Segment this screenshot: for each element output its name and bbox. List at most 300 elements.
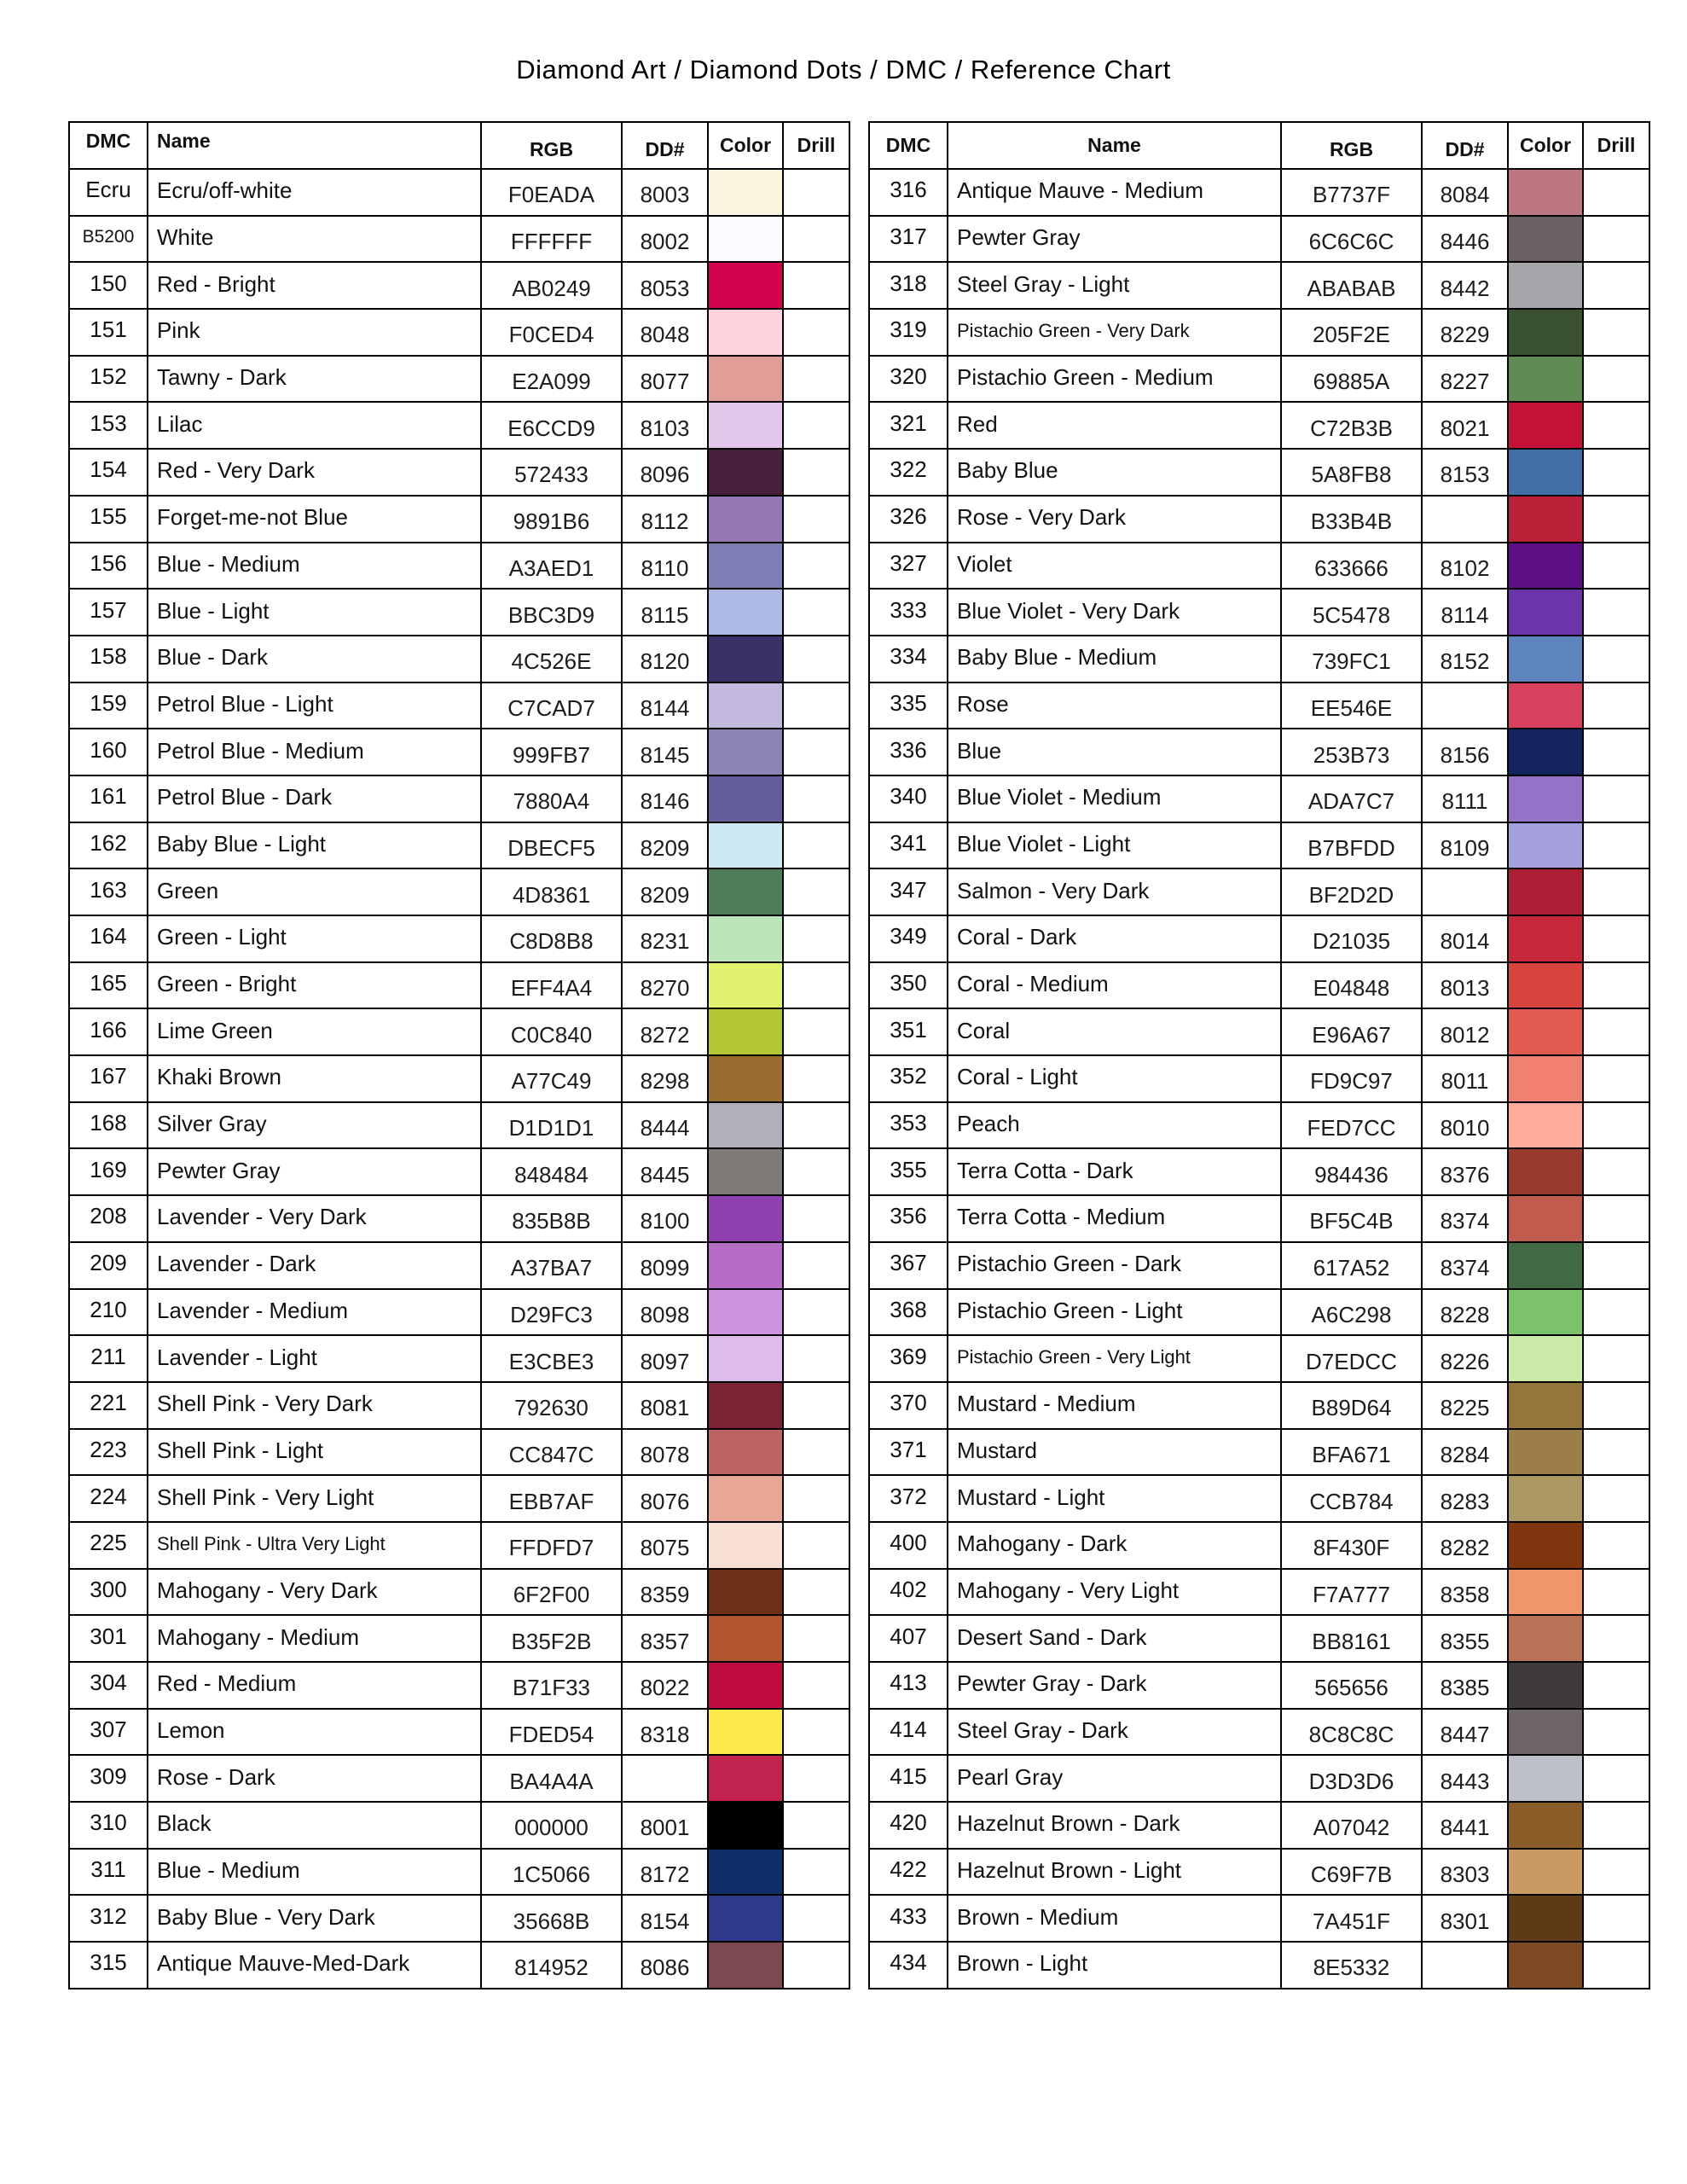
dd-number-cell: 8013: [1422, 962, 1508, 1009]
dd-column-header: DD#: [622, 122, 708, 169]
rgb-hex-cell: A77C49: [481, 1055, 622, 1102]
color-swatch: [1508, 1662, 1583, 1709]
drill-cell: [783, 636, 849, 682]
table-row: [69, 589, 849, 636]
drill-cell: [783, 1195, 849, 1242]
table-row: [869, 1755, 1649, 1802]
color-swatch: [1508, 1569, 1583, 1616]
color-name-cell: Shell Pink - Very Dark: [148, 1382, 481, 1429]
dmc-number-cell: Ecru: [69, 169, 148, 216]
table-row: [69, 1289, 849, 1336]
dmc-number-cell: 350: [869, 962, 948, 1009]
dmc-number-cell: 341: [869, 822, 948, 869]
color-name-cell: Salmon - Very Dark: [948, 868, 1281, 915]
dd-number-cell: 8446: [1422, 216, 1508, 263]
color-swatch: [1508, 1802, 1583, 1849]
dd-number-cell: 8012: [1422, 1008, 1508, 1055]
color-name-cell: Baby Blue - Medium: [948, 636, 1281, 682]
right-table-header: [869, 122, 1649, 169]
drill-cell: [1583, 1055, 1649, 1102]
drill-cell: [1583, 1709, 1649, 1756]
drill-cell: [1583, 1008, 1649, 1055]
color-name-cell: Forget-me-not Blue: [148, 496, 481, 543]
dmc-number-cell: 326: [869, 496, 948, 543]
rgb-hex-cell: 835B8B: [481, 1195, 622, 1242]
dmc-number-cell: 369: [869, 1335, 948, 1382]
dd-number-cell: [622, 1755, 708, 1802]
color-swatch: [708, 1662, 783, 1709]
color-swatch: [708, 1429, 783, 1476]
dd-number-cell: 8374: [1422, 1195, 1508, 1242]
rgb-hex-cell: BFA671: [1281, 1429, 1422, 1476]
color-name-cell: Steel Gray - Light: [948, 262, 1281, 309]
table-row: [69, 962, 849, 1009]
drill-cell: [783, 775, 849, 822]
rgb-hex-cell: FED7CC: [1281, 1102, 1422, 1149]
color-swatch: [1508, 356, 1583, 403]
rgb-hex-cell: BA4A4A: [481, 1755, 622, 1802]
drill-cell: [783, 309, 849, 356]
rgb-hex-cell: BB8161: [1281, 1615, 1422, 1662]
table-row: [869, 1849, 1649, 1896]
color-swatch: [1508, 1289, 1583, 1336]
color-swatch: [708, 636, 783, 682]
rgb-hex-cell: D7EDCC: [1281, 1335, 1422, 1382]
dmc-number-cell: 402: [869, 1569, 948, 1616]
color-name-cell: Pink: [148, 309, 481, 356]
dmc-number-cell: 413: [869, 1662, 948, 1709]
color-name-cell: Pistachio Green - Light: [948, 1289, 1281, 1336]
color-swatch: [708, 356, 783, 403]
rgb-hex-cell: B7737F: [1281, 169, 1422, 216]
color-name-cell: Blue - Medium: [148, 543, 481, 590]
color-name-cell: Tawny - Dark: [148, 356, 481, 403]
dd-number-cell: 8445: [622, 1148, 708, 1195]
rgb-hex-cell: C7CAD7: [481, 682, 622, 729]
dmc-number-cell: 368: [869, 1289, 948, 1336]
dd-number-cell: 8099: [622, 1242, 708, 1289]
color-swatch: [708, 589, 783, 636]
dd-number-cell: 8152: [1422, 636, 1508, 682]
dmc-number-cell: 169: [69, 1148, 148, 1195]
dd-number-cell: 8077: [622, 356, 708, 403]
table-row: [69, 1195, 849, 1242]
rgb-hex-cell: F7A777: [1281, 1569, 1422, 1616]
color-swatch: [708, 1335, 783, 1382]
table-row: [869, 1102, 1649, 1149]
table-row: [69, 169, 849, 216]
color-swatch: [708, 775, 783, 822]
dmc-number-cell: 318: [869, 262, 948, 309]
color-name-cell: Desert Sand - Dark: [948, 1615, 1281, 1662]
color-swatch: [708, 1289, 783, 1336]
color-name-cell: Blue Violet - Medium: [948, 775, 1281, 822]
color-name-cell: Blue - Dark: [148, 636, 481, 682]
drill-column-header: Drill: [1583, 122, 1649, 169]
color-name-cell: Violet: [948, 543, 1281, 590]
drill-cell: [1583, 868, 1649, 915]
dd-number-cell: 8010: [1422, 1102, 1508, 1149]
drill-cell: [783, 1475, 849, 1522]
dmc-number-cell: 163: [69, 868, 148, 915]
drill-cell: [783, 1709, 849, 1756]
drill-cell: [1583, 1475, 1649, 1522]
color-name-cell: Baby Blue - Light: [148, 822, 481, 869]
rgb-hex-cell: C0C840: [481, 1008, 622, 1055]
dmc-number-cell: 347: [869, 868, 948, 915]
dd-number-cell: 8003: [622, 169, 708, 216]
color-name-cell: Black: [148, 1802, 481, 1849]
rgb-hex-cell: 69885A: [1281, 356, 1422, 403]
dd-number-cell: 8156: [1422, 729, 1508, 775]
table-row: [69, 1102, 849, 1149]
left-table-header: [69, 122, 849, 169]
table-row: [69, 1709, 849, 1756]
rgb-hex-cell: A3AED1: [481, 543, 622, 590]
color-name-cell: Lilac: [148, 402, 481, 449]
color-swatch: [708, 729, 783, 775]
rgb-hex-cell: 984436: [1281, 1148, 1422, 1195]
rgb-hex-cell: 8F430F: [1281, 1522, 1422, 1569]
color-swatch: [1508, 1382, 1583, 1429]
dd-number-cell: 8103: [622, 402, 708, 449]
color-swatch: [1508, 915, 1583, 962]
dd-number-cell: 8227: [1422, 356, 1508, 403]
dmc-number-cell: 159: [69, 682, 148, 729]
dmc-number-cell: 168: [69, 1102, 148, 1149]
dd-number-cell: 8100: [622, 1195, 708, 1242]
dmc-number-cell: 156: [69, 543, 148, 590]
table-row: [869, 262, 1649, 309]
color-swatch: [708, 1475, 783, 1522]
color-name-cell: Pistachio Green - Very Light: [948, 1335, 1281, 1382]
drill-cell: [1583, 1195, 1649, 1242]
rgb-hex-cell: A37BA7: [481, 1242, 622, 1289]
drill-cell: [783, 449, 849, 496]
rgb-hex-cell: E6CCD9: [481, 402, 622, 449]
table-row: [69, 496, 849, 543]
dmc-number-cell: 167: [69, 1055, 148, 1102]
drill-cell: [1583, 169, 1649, 216]
dmc-column-header: DMC: [869, 122, 948, 169]
rgb-hex-cell: 000000: [481, 1802, 622, 1849]
dd-number-cell: 8048: [622, 309, 708, 356]
drill-cell: [1583, 262, 1649, 309]
drill-cell: [783, 1802, 849, 1849]
rgb-hex-cell: B71F33: [481, 1662, 622, 1709]
dd-number-cell: 8096: [622, 449, 708, 496]
drill-cell: [783, 169, 849, 216]
drill-cell: [783, 216, 849, 263]
table-row: [69, 1242, 849, 1289]
dd-number-cell: 8357: [622, 1615, 708, 1662]
rgb-hex-cell: AB0249: [481, 262, 622, 309]
dmc-number-cell: 164: [69, 915, 148, 962]
color-swatch: [708, 868, 783, 915]
rgb-hex-cell: 6C6C6C: [1281, 216, 1422, 263]
rgb-hex-cell: BF5C4B: [1281, 1195, 1422, 1242]
drill-cell: [1583, 1382, 1649, 1429]
color-swatch: [708, 262, 783, 309]
drill-cell: [783, 1849, 849, 1896]
drill-cell: [783, 589, 849, 636]
color-name-cell: Blue Violet - Very Dark: [948, 589, 1281, 636]
dd-number-cell: 8228: [1422, 1289, 1508, 1336]
dd-number-cell: 8358: [1422, 1569, 1508, 1616]
color-swatch: [708, 1055, 783, 1102]
dd-number-cell: 8284: [1422, 1429, 1508, 1476]
table-row: [69, 1522, 849, 1569]
table-row: [69, 1429, 849, 1476]
dmc-number-cell: 152: [69, 356, 148, 403]
color-name-cell: Petrol Blue - Light: [148, 682, 481, 729]
table-row: [869, 169, 1649, 216]
color-name-cell: Mustard: [948, 1429, 1281, 1476]
color-swatch: [1508, 682, 1583, 729]
dmc-number-cell: 225: [69, 1522, 148, 1569]
dd-number-cell: 8442: [1422, 262, 1508, 309]
dmc-number-cell: 311: [69, 1849, 148, 1896]
table-row: [869, 1429, 1649, 1476]
color-swatch: [708, 543, 783, 590]
color-swatch: [708, 1802, 783, 1849]
dmc-number-cell: 155: [69, 496, 148, 543]
dd-number-cell: 8282: [1422, 1522, 1508, 1569]
drill-cell: [783, 962, 849, 1009]
dmc-number-cell: 335: [869, 682, 948, 729]
dmc-number-cell: 208: [69, 1195, 148, 1242]
color-name-cell: Rose: [948, 682, 1281, 729]
dd-number-cell: 8154: [622, 1895, 708, 1942]
color-name-cell: Red - Very Dark: [148, 449, 481, 496]
dd-number-cell: 8447: [1422, 1709, 1508, 1756]
color-swatch: [1508, 216, 1583, 263]
drill-cell: [783, 356, 849, 403]
rgb-column-header: RGB: [1281, 122, 1422, 169]
dmc-number-cell: 210: [69, 1289, 148, 1336]
color-swatch: [708, 1242, 783, 1289]
dmc-number-cell: 407: [869, 1615, 948, 1662]
drill-cell: [783, 1148, 849, 1195]
dmc-number-cell: 223: [69, 1429, 148, 1476]
rgb-hex-cell: 999FB7: [481, 729, 622, 775]
drill-cell: [1583, 1242, 1649, 1289]
dmc-number-cell: B5200: [69, 216, 148, 263]
dmc-number-cell: 321: [869, 402, 948, 449]
color-name-cell: Pistachio Green - Dark: [948, 1242, 1281, 1289]
table-row: [69, 1802, 849, 1849]
dd-number-cell: 8086: [622, 1942, 708, 1989]
dmc-number-cell: 414: [869, 1709, 948, 1756]
dd-number-cell: 8355: [1422, 1615, 1508, 1662]
drill-cell: [1583, 682, 1649, 729]
color-name-cell: Shell Pink - Light: [148, 1429, 481, 1476]
rgb-hex-cell: CC847C: [481, 1429, 622, 1476]
drill-cell: [1583, 496, 1649, 543]
color-swatch: [1508, 1102, 1583, 1149]
dd-number-cell: 8111: [1422, 775, 1508, 822]
dd-number-cell: 8153: [1422, 449, 1508, 496]
rgb-hex-cell: EBB7AF: [481, 1475, 622, 1522]
color-name-cell: Mahogany - Very Light: [948, 1569, 1281, 1616]
color-swatch: [1508, 1242, 1583, 1289]
color-name-cell: Antique Mauve-Med-Dark: [148, 1942, 481, 1989]
dd-number-cell: 8053: [622, 262, 708, 309]
table-row: [69, 1615, 849, 1662]
dd-number-cell: [1422, 1942, 1508, 1989]
dd-number-cell: 8022: [622, 1662, 708, 1709]
table-row: [869, 543, 1649, 590]
table-row: [869, 1895, 1649, 1942]
dmc-number-cell: 317: [869, 216, 948, 263]
drill-cell: [1583, 402, 1649, 449]
rgb-hex-cell: 253B73: [1281, 729, 1422, 775]
table-row: [869, 915, 1649, 962]
dd-number-cell: 8444: [622, 1102, 708, 1149]
dd-number-cell: 8097: [622, 1335, 708, 1382]
drill-cell: [783, 868, 849, 915]
table-row: [869, 449, 1649, 496]
dd-number-cell: 8318: [622, 1709, 708, 1756]
color-swatch: [708, 1755, 783, 1802]
dmc-number-cell: 153: [69, 402, 148, 449]
dmc-number-cell: 420: [869, 1802, 948, 1849]
table-row: [69, 775, 849, 822]
color-name-cell: Red: [948, 402, 1281, 449]
color-name-cell: Green - Bright: [148, 962, 481, 1009]
rgb-hex-cell: FDED54: [481, 1709, 622, 1756]
table-row: [69, 1849, 849, 1896]
color-name-cell: Coral: [948, 1008, 1281, 1055]
rgb-hex-cell: BF2D2D: [1281, 868, 1422, 915]
dmc-number-cell: 351: [869, 1008, 948, 1055]
rgb-hex-cell: 5C5478: [1281, 589, 1422, 636]
drill-cell: [1583, 1895, 1649, 1942]
color-swatch: [1508, 1429, 1583, 1476]
table-row: [869, 1148, 1649, 1195]
rgb-hex-cell: 9891B6: [481, 496, 622, 543]
color-name-cell: Shell Pink - Very Light: [148, 1475, 481, 1522]
dd-number-cell: 8226: [1422, 1335, 1508, 1382]
rgb-hex-cell: CCB784: [1281, 1475, 1422, 1522]
drill-cell: [1583, 775, 1649, 822]
table-row: [69, 1055, 849, 1102]
dd-number-cell: 8001: [622, 1802, 708, 1849]
drill-cell: [783, 1335, 849, 1382]
right-table-body: [869, 169, 1649, 1989]
rgb-hex-cell: FFDFD7: [481, 1522, 622, 1569]
table-row: [869, 216, 1649, 263]
table-row: [869, 1662, 1649, 1709]
dd-number-cell: 8272: [622, 1008, 708, 1055]
color-swatch: [1508, 729, 1583, 775]
dd-number-cell: 8225: [1422, 1382, 1508, 1429]
color-swatch: [708, 169, 783, 216]
dd-number-cell: [1422, 868, 1508, 915]
dd-number-cell: 8081: [622, 1382, 708, 1429]
dmc-number-cell: 224: [69, 1475, 148, 1522]
drill-cell: [783, 1895, 849, 1942]
rgb-hex-cell: A6C298: [1281, 1289, 1422, 1336]
dmc-number-cell: 367: [869, 1242, 948, 1289]
dmc-number-cell: 309: [69, 1755, 148, 1802]
rgb-hex-cell: D1D1D1: [481, 1102, 622, 1149]
table-row: [869, 1335, 1649, 1382]
drill-cell: [783, 496, 849, 543]
table-row: [69, 216, 849, 263]
color-swatch: [1508, 402, 1583, 449]
rgb-hex-cell: 8E5332: [1281, 1942, 1422, 1989]
color-swatch: [708, 1895, 783, 1942]
dmc-number-cell: 166: [69, 1008, 148, 1055]
color-column-header: Color: [708, 122, 783, 169]
rgb-hex-cell: F0EADA: [481, 169, 622, 216]
dd-number-cell: 8209: [622, 868, 708, 915]
dmc-number-cell: 211: [69, 1335, 148, 1382]
rgb-hex-cell: A07042: [1281, 1802, 1422, 1849]
color-swatch: [1508, 1475, 1583, 1522]
rgb-hex-cell: D21035: [1281, 915, 1422, 962]
table-row: [69, 1755, 849, 1802]
table-row: [869, 1569, 1649, 1616]
color-swatch: [1508, 496, 1583, 543]
rgb-hex-cell: F0CED4: [481, 309, 622, 356]
color-name-cell: Terra Cotta - Dark: [948, 1148, 1281, 1195]
dmc-number-cell: 151: [69, 309, 148, 356]
rgb-hex-cell: 205F2E: [1281, 309, 1422, 356]
rgb-hex-cell: 814952: [481, 1942, 622, 1989]
color-name-cell: Pistachio Green - Medium: [948, 356, 1281, 403]
dmc-number-cell: 160: [69, 729, 148, 775]
color-swatch: [1508, 962, 1583, 1009]
table-row: [869, 1475, 1649, 1522]
color-name-cell: Coral - Dark: [948, 915, 1281, 962]
rgb-hex-cell: B35F2B: [481, 1615, 622, 1662]
color-name-cell: Rose - Very Dark: [948, 496, 1281, 543]
dmc-number-cell: 307: [69, 1709, 148, 1756]
color-name-cell: Rose - Dark: [148, 1755, 481, 1802]
drill-cell: [1583, 216, 1649, 263]
table-row: [69, 636, 849, 682]
dd-number-cell: [1422, 682, 1508, 729]
drill-cell: [1583, 449, 1649, 496]
color-swatch: [708, 1148, 783, 1195]
dd-number-cell: 8359: [622, 1569, 708, 1616]
color-name-cell: Petrol Blue - Medium: [148, 729, 481, 775]
color-swatch: [708, 449, 783, 496]
left-table-body: [69, 169, 849, 1989]
table-row: [69, 1662, 849, 1709]
drill-cell: [783, 682, 849, 729]
dd-number-cell: 8283: [1422, 1475, 1508, 1522]
color-name-cell: Steel Gray - Dark: [948, 1709, 1281, 1756]
dmc-number-cell: 221: [69, 1382, 148, 1429]
dmc-number-cell: 315: [69, 1942, 148, 1989]
rgb-hex-cell: 5A8FB8: [1281, 449, 1422, 496]
color-name-cell: Hazelnut Brown - Dark: [948, 1802, 1281, 1849]
drill-column-header: Drill: [783, 122, 849, 169]
color-name-cell: Mahogany - Medium: [148, 1615, 481, 1662]
dd-number-cell: 8144: [622, 682, 708, 729]
table-row: [869, 775, 1649, 822]
color-name-cell: Terra Cotta - Medium: [948, 1195, 1281, 1242]
dmc-number-cell: 301: [69, 1615, 148, 1662]
color-name-cell: Antique Mauve - Medium: [948, 169, 1281, 216]
rgb-hex-cell: 4D8361: [481, 868, 622, 915]
color-name-cell: Blue - Medium: [148, 1849, 481, 1896]
dd-number-cell: 8078: [622, 1429, 708, 1476]
color-swatch: [1508, 1195, 1583, 1242]
